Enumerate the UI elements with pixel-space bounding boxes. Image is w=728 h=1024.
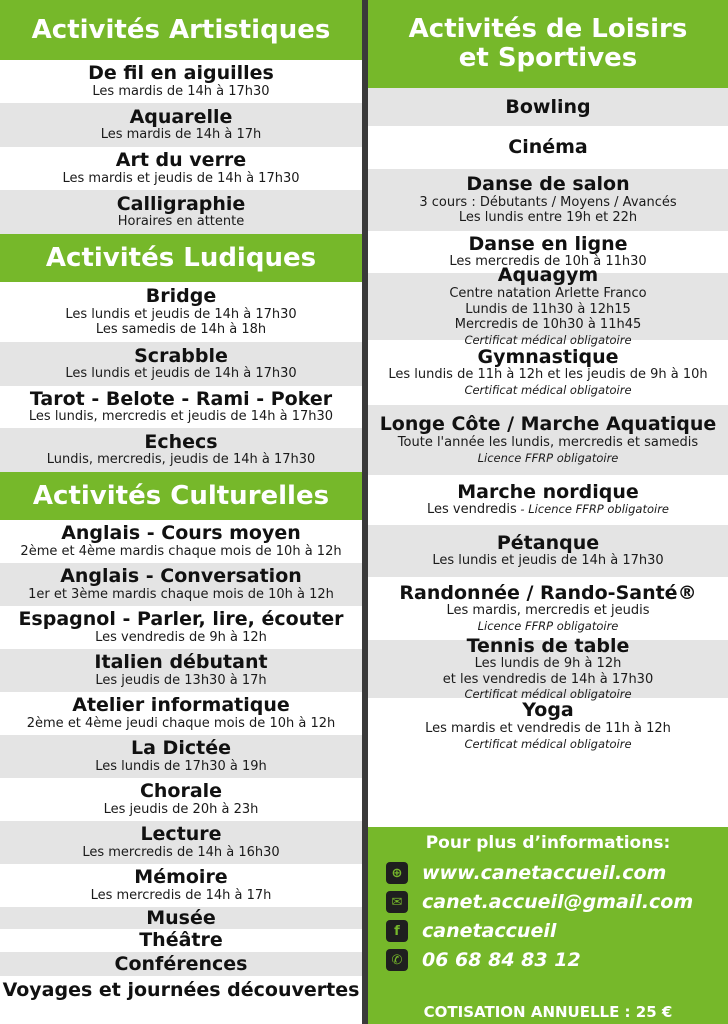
globe-icon: ⊕	[386, 862, 408, 884]
activity-item	[368, 126, 728, 169]
activity-name: Gymnastique	[477, 345, 619, 368]
left-column	[0, 0, 362, 1004]
activity-item	[0, 386, 362, 428]
header-title-line1: Activités de Loisirs	[408, 14, 688, 45]
activity-schedule: et les vendredis de 14h à 17h30	[442, 671, 654, 687]
activity-name: Aquagym	[497, 264, 599, 287]
activity-note: Certificat médical obligatoire	[464, 736, 632, 751]
activity-item	[0, 649, 362, 692]
activity-item	[368, 264, 728, 347]
activity-name: Théâtre	[139, 929, 223, 952]
activity-name: Calligraphie	[116, 192, 246, 215]
activity-item	[368, 634, 728, 702]
activity-item	[0, 190, 362, 234]
activity-inline-note: - Licence FFRP obligatoire	[516, 502, 670, 517]
activity-schedule: Les jeudis de 20h à 23h	[103, 801, 259, 817]
activity-item	[368, 577, 728, 640]
activity-item	[0, 563, 362, 606]
activity-schedule: Les lundis de 11h à 12h et les jeudis de 9h à 10h	[388, 367, 708, 383]
activity-name: Danse de salon	[466, 173, 630, 196]
activity-name: Echecs	[144, 430, 218, 453]
activity-name: Tennis de table	[466, 634, 630, 657]
annual-fee: COTISATION ANNUELLE : 25 €	[423, 1003, 673, 1021]
activity-schedule: Les lundis et jeudis de 14h à 17h30	[65, 366, 297, 382]
activity-schedule: Les lundis entre 19h et 22h	[458, 210, 638, 226]
activity-note: Licence FFRP obligatoire	[477, 450, 619, 465]
activity-schedule: Les mardis et jeudis de 14h à 17h30	[62, 170, 300, 186]
header-title-line2: et Sportives	[458, 43, 638, 73]
activity-item	[368, 698, 728, 754]
list-ludiques	[0, 282, 362, 472]
activity-item	[0, 821, 362, 864]
activity-item	[0, 864, 362, 907]
activity-name: Cinéma	[508, 136, 588, 159]
contact-row	[386, 862, 666, 884]
activity-schedule: 1er et 3ème mardis chaque mois de 10h à 12h	[28, 586, 334, 602]
activity-schedule: Les mercredis de 14h à 17h	[90, 887, 272, 903]
activity-schedule: Les lundis et jeudis de 14h à 17h30	[432, 553, 664, 569]
header-title: Activités Ludiques	[45, 242, 317, 273]
contact-value: canet.accueil@gmail.com	[422, 891, 694, 913]
activity-schedule: Les vendredis de 9h à 12h	[95, 629, 267, 645]
activity-name: Anglais - Conversation	[60, 565, 302, 588]
activity-schedule: Centre natation Arlette Franco	[449, 285, 647, 301]
header-ludiques	[0, 234, 362, 282]
email-icon: ✉	[386, 891, 408, 913]
list-loisirs	[368, 88, 728, 754]
activity-item	[0, 976, 362, 1004]
activity-name: Danse en ligne	[468, 232, 628, 255]
activity-schedule: Les mardis, mercredis et jeudis	[446, 603, 650, 619]
activity-item	[368, 88, 728, 126]
header-title: Activités Culturelles	[32, 480, 330, 511]
activity-name: Tarot - Belote - Rami - Poker	[29, 387, 333, 410]
activity-name: De fil en aiguilles	[88, 62, 274, 85]
activity-schedule: Les samedis de 14h à 18h	[95, 322, 267, 338]
activity-name: Scrabble	[134, 344, 228, 367]
activity-schedule: Les mardis de 14h à 17h30	[92, 83, 270, 99]
activity-name: Yoga	[522, 699, 574, 722]
activity-schedule: Les mercredis de 10h à 11h30	[449, 254, 647, 270]
activity-item	[0, 282, 362, 342]
activity-schedule: Les lundis, mercredis et jeudis de 14h à 17h30	[28, 409, 334, 425]
contact-value: 06 68 84 83 12	[422, 949, 581, 971]
activity-name: Espagnol - Parler, lire, écouter	[18, 608, 344, 631]
activity-name: La Dictée	[131, 737, 231, 760]
activity-item	[368, 475, 728, 525]
contact-value: www.canetaccueil.com	[422, 862, 667, 884]
activity-item	[0, 60, 362, 103]
activity-item	[0, 907, 362, 929]
header-title: Activités Artistiques	[31, 14, 331, 45]
activity-item	[368, 340, 728, 405]
activity-name: Bowling	[505, 95, 591, 118]
activity-schedule: 3 cours : Débutants / Moyens / Avancés	[419, 194, 677, 210]
activity-name: Chorale	[139, 780, 223, 803]
activity-item	[0, 428, 362, 472]
activity-schedule: Les lundis et jeudis de 14h à 17h30	[65, 306, 297, 322]
activity-name: Longe Côte / Marche Aquatique	[379, 413, 717, 436]
contact-row	[386, 920, 556, 942]
activity-name: Mémoire	[134, 866, 228, 889]
activity-name: Art du verre	[115, 149, 247, 172]
activity-item	[0, 735, 362, 778]
info-box	[368, 827, 728, 1024]
activity-item	[0, 778, 362, 821]
activity-name: Italien débutant	[94, 651, 268, 674]
activity-name: Randonnée / Rando-Santé®	[399, 581, 697, 604]
activity-name: Musée	[146, 906, 216, 929]
phone-icon: ✆	[386, 949, 408, 971]
activity-schedule: Les vendredis - Licence FFRP obligatoire	[426, 502, 670, 518]
right-column	[368, 0, 728, 754]
activity-schedule: Les lundis de 17h30 à 19h	[95, 758, 267, 774]
activity-item	[368, 405, 728, 475]
activity-item	[368, 169, 728, 231]
activity-item	[0, 929, 362, 952]
list-culturelles	[0, 520, 362, 1004]
activity-schedule: Les mardis et vendredis de 11h à 12h	[425, 720, 671, 736]
activity-name: Aquarelle	[129, 105, 233, 128]
header-culturelles	[0, 472, 362, 520]
activity-schedule: 2ème et 4ème jeudi chaque mois de 10h à 12h	[26, 715, 336, 731]
activity-item	[0, 103, 362, 147]
activity-note: Certificat médical obligatoire	[464, 332, 632, 347]
activity-schedule: Lundis, mercredis, jeudis de 14h à 17h30	[46, 452, 316, 468]
activity-note: Certificat médical obligatoire	[464, 383, 632, 398]
activity-schedule: Horaires en attente	[117, 214, 245, 230]
activity-item	[0, 342, 362, 386]
facebook-icon: f	[386, 920, 408, 942]
activity-schedule: Les mardis de 14h à 17h	[100, 127, 262, 143]
list-artistiques	[0, 60, 362, 234]
activity-name: Atelier informatique	[72, 694, 290, 717]
activity-item	[0, 520, 362, 563]
contact-row	[386, 949, 581, 971]
activity-schedule: Toute l'année les lundis, mercredis et samedis	[397, 434, 699, 450]
activity-note: Certificat médical obligatoire	[464, 687, 632, 702]
activity-name: Anglais - Cours moyen	[61, 522, 301, 545]
activity-schedule: Mercredis de 10h30 à 11h45	[454, 317, 642, 333]
activity-name: Lecture	[140, 823, 222, 846]
activity-schedule: Les jeudis de 13h30 à 17h	[95, 672, 267, 688]
contact-row	[386, 891, 693, 913]
activity-schedule: Lundis de 11h30 à 12h15	[465, 301, 631, 317]
header-artistiques	[0, 0, 362, 60]
header-loisirs	[368, 0, 728, 88]
activity-item	[368, 525, 728, 577]
activity-item	[0, 147, 362, 190]
activity-schedule: Les lundis de 9h à 12h	[474, 656, 622, 672]
activity-name: Bridge	[145, 285, 217, 308]
activity-name: Conférences	[114, 952, 248, 975]
activity-note: Licence FFRP obligatoire	[477, 619, 619, 634]
activity-name: Pétanque	[496, 531, 600, 554]
activity-item	[0, 606, 362, 649]
contact-value: canetaccueil	[422, 920, 557, 942]
activity-name: Voyages et journées découvertes	[2, 978, 360, 1001]
info-title: Pour plus d’informations:	[425, 833, 671, 853]
activity-schedule: 2ème et 4ème mardis chaque mois de 10h à 12h	[20, 543, 342, 559]
activity-schedule: Les mercredis de 14h à 16h30	[82, 844, 280, 860]
activity-name: Marche nordique	[457, 480, 639, 503]
activity-item	[0, 692, 362, 735]
activity-item	[0, 952, 362, 976]
